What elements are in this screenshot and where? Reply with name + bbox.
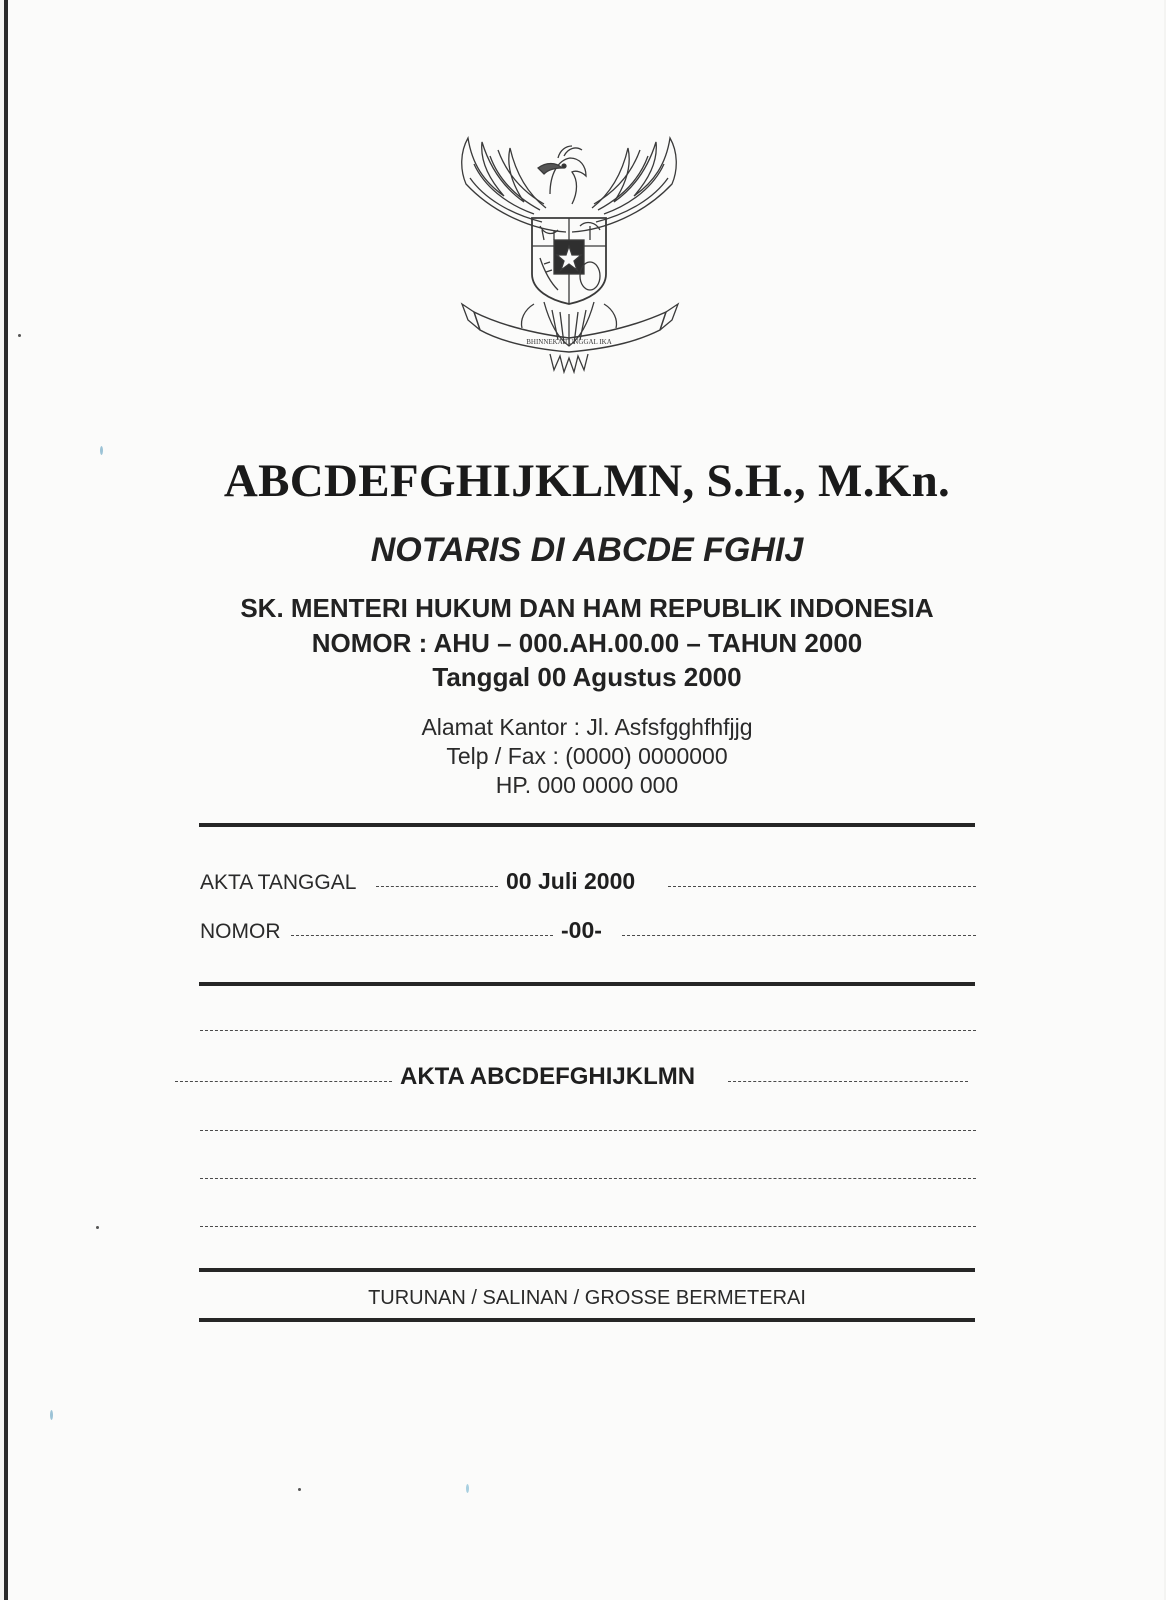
- dotted-line: [200, 1226, 976, 1227]
- deed-number-label: NOMOR: [200, 920, 281, 943]
- scan-speck: [100, 446, 103, 455]
- scan-speck: [50, 1410, 53, 1420]
- dotted-leader: [728, 1081, 968, 1082]
- scan-speck: [466, 1484, 469, 1493]
- document-page: [4, 0, 1164, 1600]
- dotted-leader: [668, 886, 976, 887]
- dotted-leader: [175, 1081, 392, 1082]
- dotted-line: [200, 1030, 976, 1031]
- divider-top: [199, 823, 975, 827]
- dotted-leader: [376, 886, 498, 887]
- page-edge: [4, 0, 8, 1600]
- notary-title: NOTARIS DI ABCDE FGHIJ: [370, 531, 804, 569]
- dotted-line: [200, 1178, 976, 1179]
- dotted-leader: [622, 935, 976, 936]
- garuda-emblem-icon: [454, 134, 684, 374]
- phone-fax: Telp / Fax : (0000) 0000000: [446, 743, 728, 769]
- deed-date-value: 00 Juli 2000: [506, 868, 636, 894]
- scan-speck: [298, 1488, 301, 1491]
- mobile-number: HP. 000 0000 000: [495, 772, 679, 798]
- sk-number: NOMOR : AHU – 000.AH.00.00 – TAHUN 2000: [311, 628, 863, 658]
- copy-type: TURUNAN / SALINAN / GROSSE BERMETERAI: [368, 1287, 806, 1309]
- deed-number-value: -00-: [561, 917, 602, 943]
- divider-middle: [199, 982, 975, 986]
- deed-title: AKTA ABCDEFGHIJKLMN: [400, 1063, 696, 1090]
- divider-bottom: [199, 1268, 975, 1272]
- scan-speck: [18, 334, 21, 337]
- deed-date-label: AKTA TANGGAL: [200, 871, 357, 894]
- emblem-motto: BHINNEKA TUNGGAL IKA: [526, 338, 612, 346]
- scan-speck: [96, 1226, 99, 1229]
- dotted-line: [200, 1130, 976, 1131]
- office-address: Alamat Kantor : Jl. Asfsfgghfhfjjg: [421, 714, 753, 740]
- dotted-leader: [291, 935, 553, 936]
- notary-name: ABCDEFGHIJKLMN, S.H., M.Kn.: [223, 455, 951, 507]
- sk-line: SK. MENTERI HUKUM DAN HAM REPUBLIK INDONESIA: [240, 593, 934, 623]
- divider-footer: [199, 1318, 975, 1322]
- sk-date: Tanggal 00 Agustus 2000: [432, 662, 742, 692]
